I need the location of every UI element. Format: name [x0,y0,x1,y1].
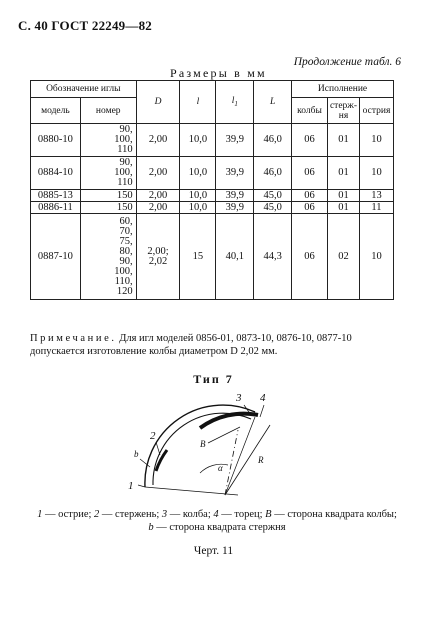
execution-header: Исполнение [292,81,394,98]
cell-shank: 01 [328,190,360,202]
cell-D: 2,00 [136,202,180,214]
legend-b: b [148,522,154,533]
label-4: 4 [260,392,266,404]
table-note [30,332,400,358]
cell-model: 0885-13 [31,190,81,202]
cell-l1: 39,9 [216,124,254,157]
dimensions-caption: Размеры в мм [170,66,267,80]
cell-flask: 06 [292,202,328,214]
needle-drawing [120,385,310,505]
legend-num-2: 2 [94,509,100,520]
label-3: 3 [236,392,242,404]
cell-D: 2,00 [136,190,180,202]
cell-flask: 06 [292,190,328,202]
cell-shank: 01 [328,157,360,190]
cell-L: 44,3 [254,214,292,300]
cell-point: 10 [359,157,393,190]
needle-flask [200,414,258,428]
legend-B: В [265,509,272,520]
column-L-header: L [254,81,292,124]
leader-1 [138,485,145,487]
cell-l1: 39,9 [216,202,254,214]
legend-text-2: — стержень; [99,509,162,520]
cell-D: 2,00; 2,02 [136,214,180,300]
legend-num-4: 4 [213,509,219,520]
column-l-header: l [180,81,216,124]
table-row [31,124,394,157]
cell-L: 45,0 [254,202,292,214]
legend-text-B: — сторона квадрата колбы; [271,509,397,520]
cell-L: 45,0 [254,190,292,202]
cell-l: 10,0 [180,157,216,190]
cell-number: 90, 100, 110 [80,157,136,190]
cell-model: 0886-11 [31,202,81,214]
cell-l1: 39,9 [216,157,254,190]
legend-num-1: 1 [37,509,43,520]
cell-flask: 06 [292,124,328,157]
table-row [31,202,394,214]
cell-flask: 06 [292,214,328,300]
table-row [31,157,394,190]
cell-point: 10 [359,124,393,157]
legend-text-4: — торец; [218,509,266,520]
cell-D: 2,00 [136,124,180,157]
cell-shank: 01 [328,124,360,157]
legend-text-1: — острие; [42,509,95,520]
table-continuation-label: Продолжение табл. 6 [293,56,401,68]
column-D-header: D [136,81,180,124]
cell-l: 10,0 [180,190,216,202]
cell-l: 15 [180,214,216,300]
cell-point: 13 [359,190,393,202]
label-1: 1 [128,480,134,492]
angle-arc [200,464,228,473]
needle-dimensions-table [30,80,394,300]
cell-number: 150 [80,190,136,202]
page-header: С. 40 ГОСТ 22249—82 [18,18,152,33]
legend-text-b: — сторона квадрата стержня [153,522,286,533]
label-B: В [200,439,206,449]
cell-l1: 40,1 [216,214,254,300]
cell-shank: 01 [328,202,360,214]
legend-text-3: — колба; [167,509,214,520]
cell-number: 150 [80,202,136,214]
cell-point: 11 [359,202,393,214]
type-title: Тип 7 [193,372,234,386]
base-line [145,487,238,495]
cell-point: 10 [359,214,393,300]
flask-header: колбы [292,98,328,124]
cell-l1: 39,9 [216,190,254,202]
drawing-legend [22,508,412,534]
label-b: b [134,449,139,459]
needle-inner-arc [153,413,251,485]
model-header: модель [31,98,81,124]
leader-2 [156,442,160,455]
label-R: R [258,455,264,465]
cell-L: 46,0 [254,157,292,190]
table-row [31,214,394,300]
cell-model: 0884-10 [31,157,81,190]
column-l1-header: $l_1$ [216,81,254,124]
cell-number: 90, 100, 110 [80,124,136,157]
legend-num-3: 3 [161,509,168,520]
note-text: Для игл моделей 0856-01, 0873-10, 0876-10, 0877-10 допускается изготовление колбы диаметром D 2,02 мм. [30,333,352,357]
cell-L: 46,0 [254,124,292,157]
point-header: острия [359,98,393,124]
note-label: Примечание. [30,333,117,344]
number-header: номер [80,98,136,124]
cell-shank: 02 [328,214,360,300]
leader-B [208,427,240,443]
needle-shank-section [156,450,167,471]
table-row [31,190,394,202]
shank-header: стерж- ня [328,98,360,124]
cell-number: 60, 70, 75, 80, 90, 100, 110, 120 [80,214,136,300]
cell-model: 0880-10 [31,124,81,157]
cell-model: 0887-10 [31,214,81,300]
cell-D: 2,00 [136,157,180,190]
cell-l: 10,0 [180,124,216,157]
cell-flask: 06 [292,157,328,190]
leader-4 [260,405,264,417]
figure-caption: Черт. 11 [193,545,234,557]
label-alpha: α [218,463,223,473]
designation-header: Обозначение иглы [31,81,137,98]
label-2: 2 [150,430,156,442]
cell-l: 10,0 [180,202,216,214]
